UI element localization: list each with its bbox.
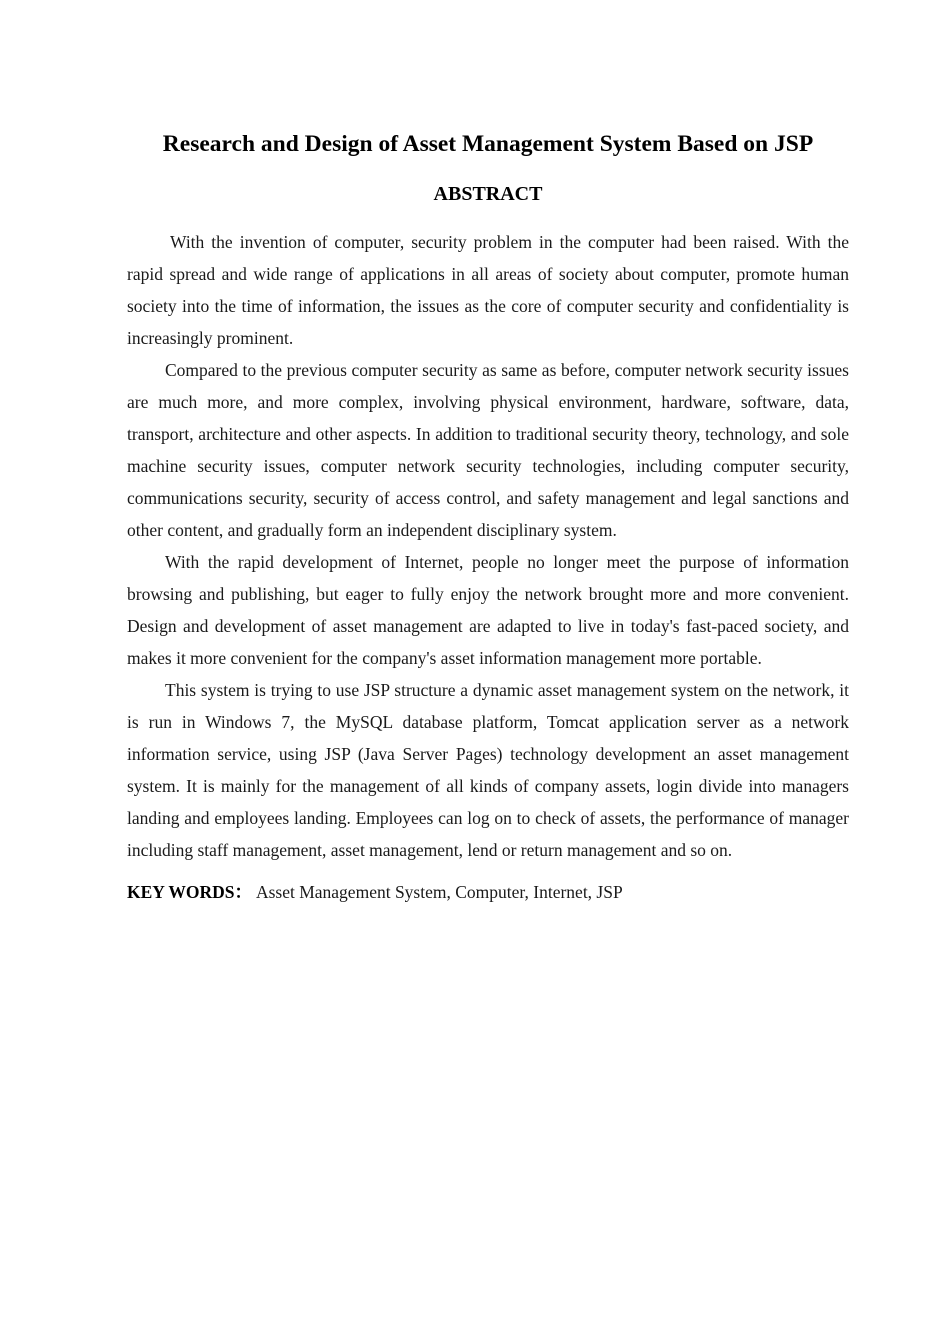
abstract-paragraph-4: This system is trying to use JSP structure a dynamic asset management system on the network, it is run in Windows 7, the MySQL database platform, Tomcat application server as a network information service, using JSP (Java Server Pages) technology development an asset management system. It is mainly for the management of all kinds of company assets, login divide into managers landing and employees landing. Employees can log on to check of assets, the performance of manager including staff management, asset management, lend or return management and so on. [127, 680, 849, 860]
keywords-label: KEY WORDS [127, 882, 235, 902]
keywords-list: Asset Management System, Computer, Internet, JSP [255, 882, 623, 902]
paper-title: Research and Design of Asset Management System Based on JSP [162, 131, 814, 157]
keywords-separator: ： [234, 882, 252, 902]
abstract-heading: ABSTRACT [433, 183, 543, 205]
abstract-body [127, 226, 849, 866]
abstract-paragraph-3: With the rapid development of Internet, people no longer meet the purpose of information browsing and publishing, but eager to fully enjoy the network brought more and more convenient. Design and development of asset management are adapted to live in today's fast-paced society, and makes it more convenient for the company's asset information management more portable. [127, 552, 849, 668]
abstract-page [127, 128, 849, 908]
abstract-paragraph-1: With the invention of computer, security problem in the computer had been raised. With the rapid spread and wide range of applications in all areas of society about computer, promote human society into the time of information, the issues as the core of computer security and confidentiality is increasingly prominent. [127, 232, 849, 348]
keywords-line [127, 876, 849, 908]
abstract-paragraph-2: Compared to the previous computer security as same as before, computer network security issues are much more, and more complex, involving physical environment, hardware, software, data, transport, architecture and other aspects. In addition to traditional security theory, technology, and sole machine security issues, computer network security technologies, including computer security, communications security, security of access control, and safety management and legal sanctions and other content, and gradually form an independent disciplinary system. [127, 360, 849, 540]
